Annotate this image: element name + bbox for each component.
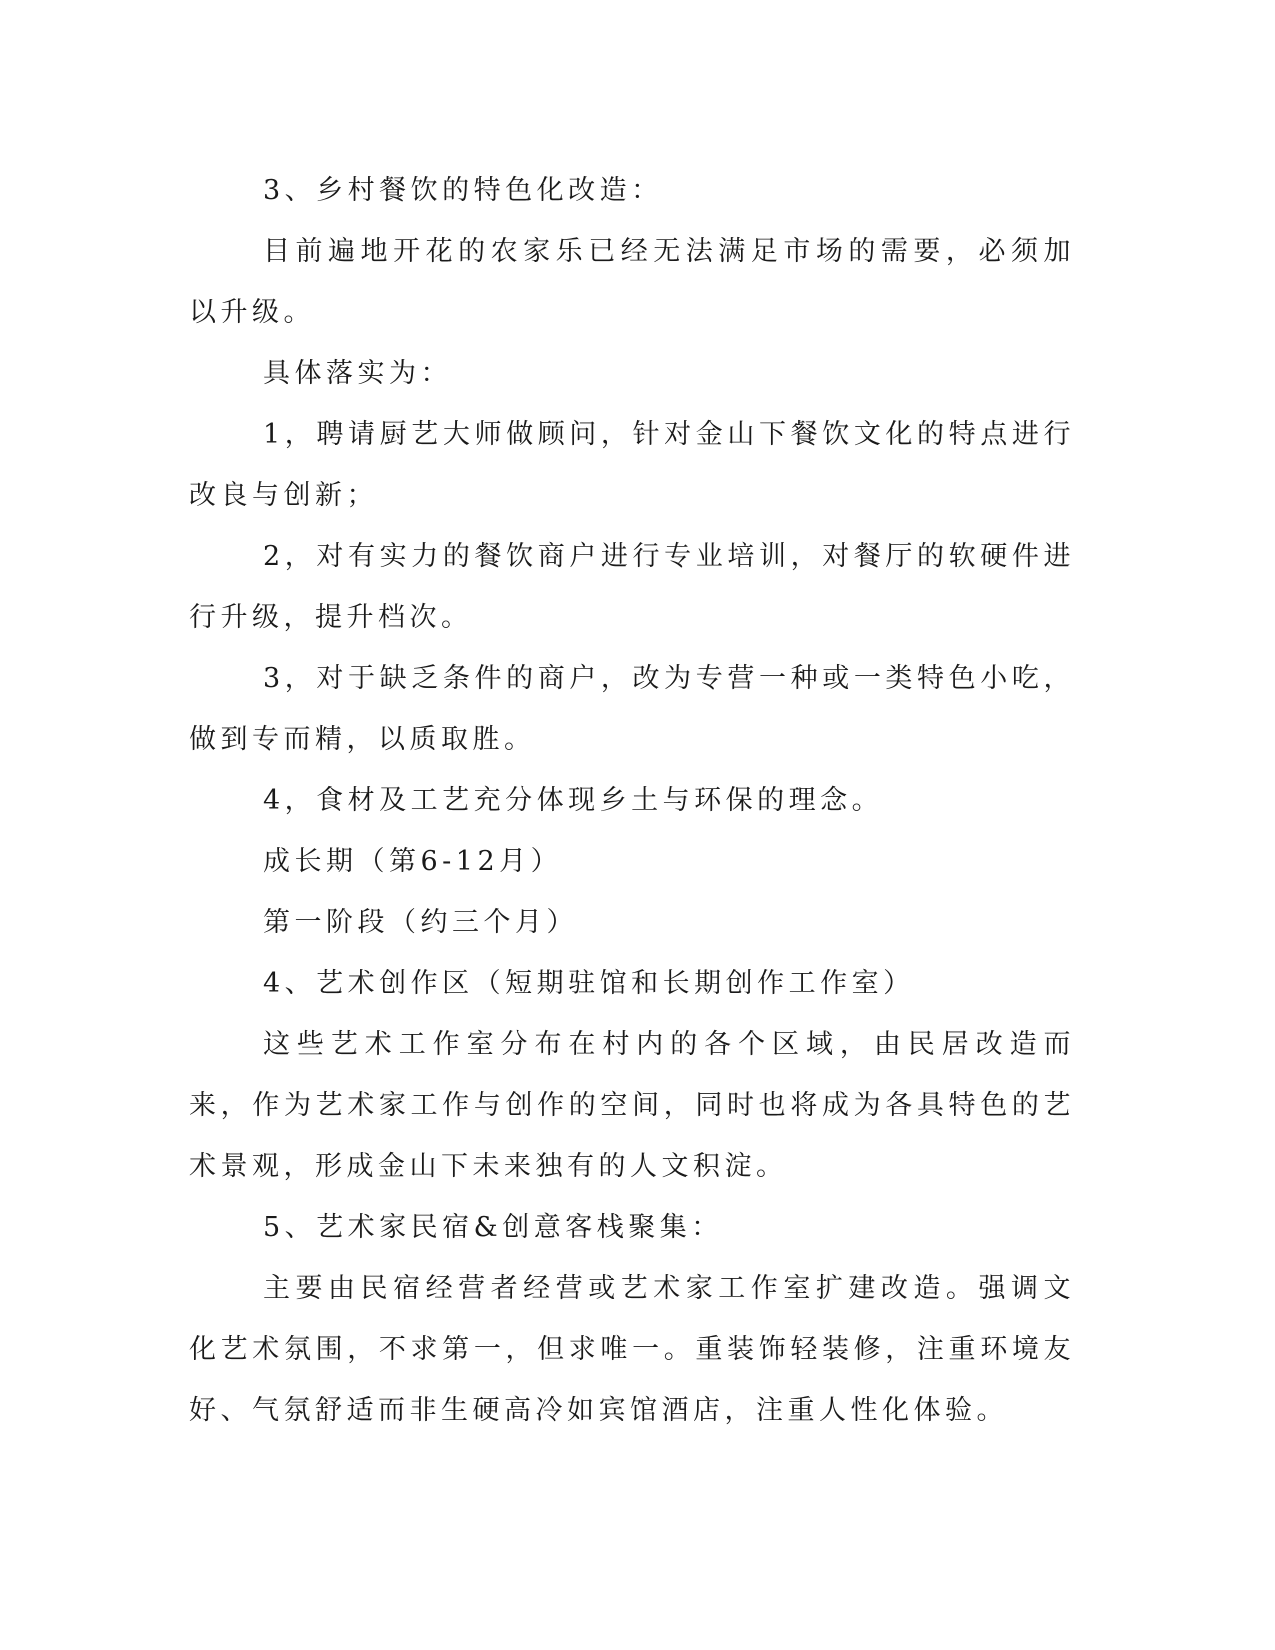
paragraph-heading-art-zone: 4、艺术创作区（短期驻馆和长期创作工作室）	[263, 968, 915, 999]
paragraph-art-studios: 这些艺术工作室分布在村内的各个区域，由民居改造而来，作为艺术家工作与创作的空间，同时也将成为各具特色的艺术景观，形成金山下未来独有的人文积淀。	[189, 1029, 1075, 1182]
paragraph-phase-one: 第一阶段（约三个月）	[263, 907, 578, 938]
paragraph-item-1: 1，聘请厨艺大师做顾问，针对金山下餐饮文化的特点进行改良与创新；	[189, 419, 1075, 511]
paragraph-heading-homestay: 5、艺术家民宿&创意客栈聚集：	[263, 1212, 723, 1243]
paragraph-catering-intro: 目前遍地开花的农家乐已经无法满足市场的需要，必须加以升级。	[189, 236, 1075, 328]
paragraph-item-4: 4，食材及工艺充分体现乡土与环保的理念。	[263, 785, 884, 816]
paragraph-implementation: 具体落实为：	[263, 358, 452, 389]
paragraph-item-3: 3，对于缺乏条件的商户，改为专营一种或一类特色小吃，做到专而精，以质取胜。	[189, 663, 1075, 755]
paragraph-item-2: 2，对有实力的餐饮商户进行专业培训，对餐厅的软硬件进行升级，提升档次。	[189, 541, 1075, 633]
paragraph-growth-period: 成长期（第6-12月）	[263, 846, 563, 877]
paragraph-homestay-detail: 主要由民宿经营者经营或艺术家工作室扩建改造。强调文化艺术氛围，不求第一，但求唯一。重装饰轻装修，注重环境友好、气氛舒适而非生硬高冷如宾馆酒店，注重人性化体验。	[189, 1273, 1075, 1426]
paragraph-heading-catering: 3、乡村餐饮的特色化改造：	[263, 175, 663, 206]
document-body	[189, 160, 1075, 1441]
